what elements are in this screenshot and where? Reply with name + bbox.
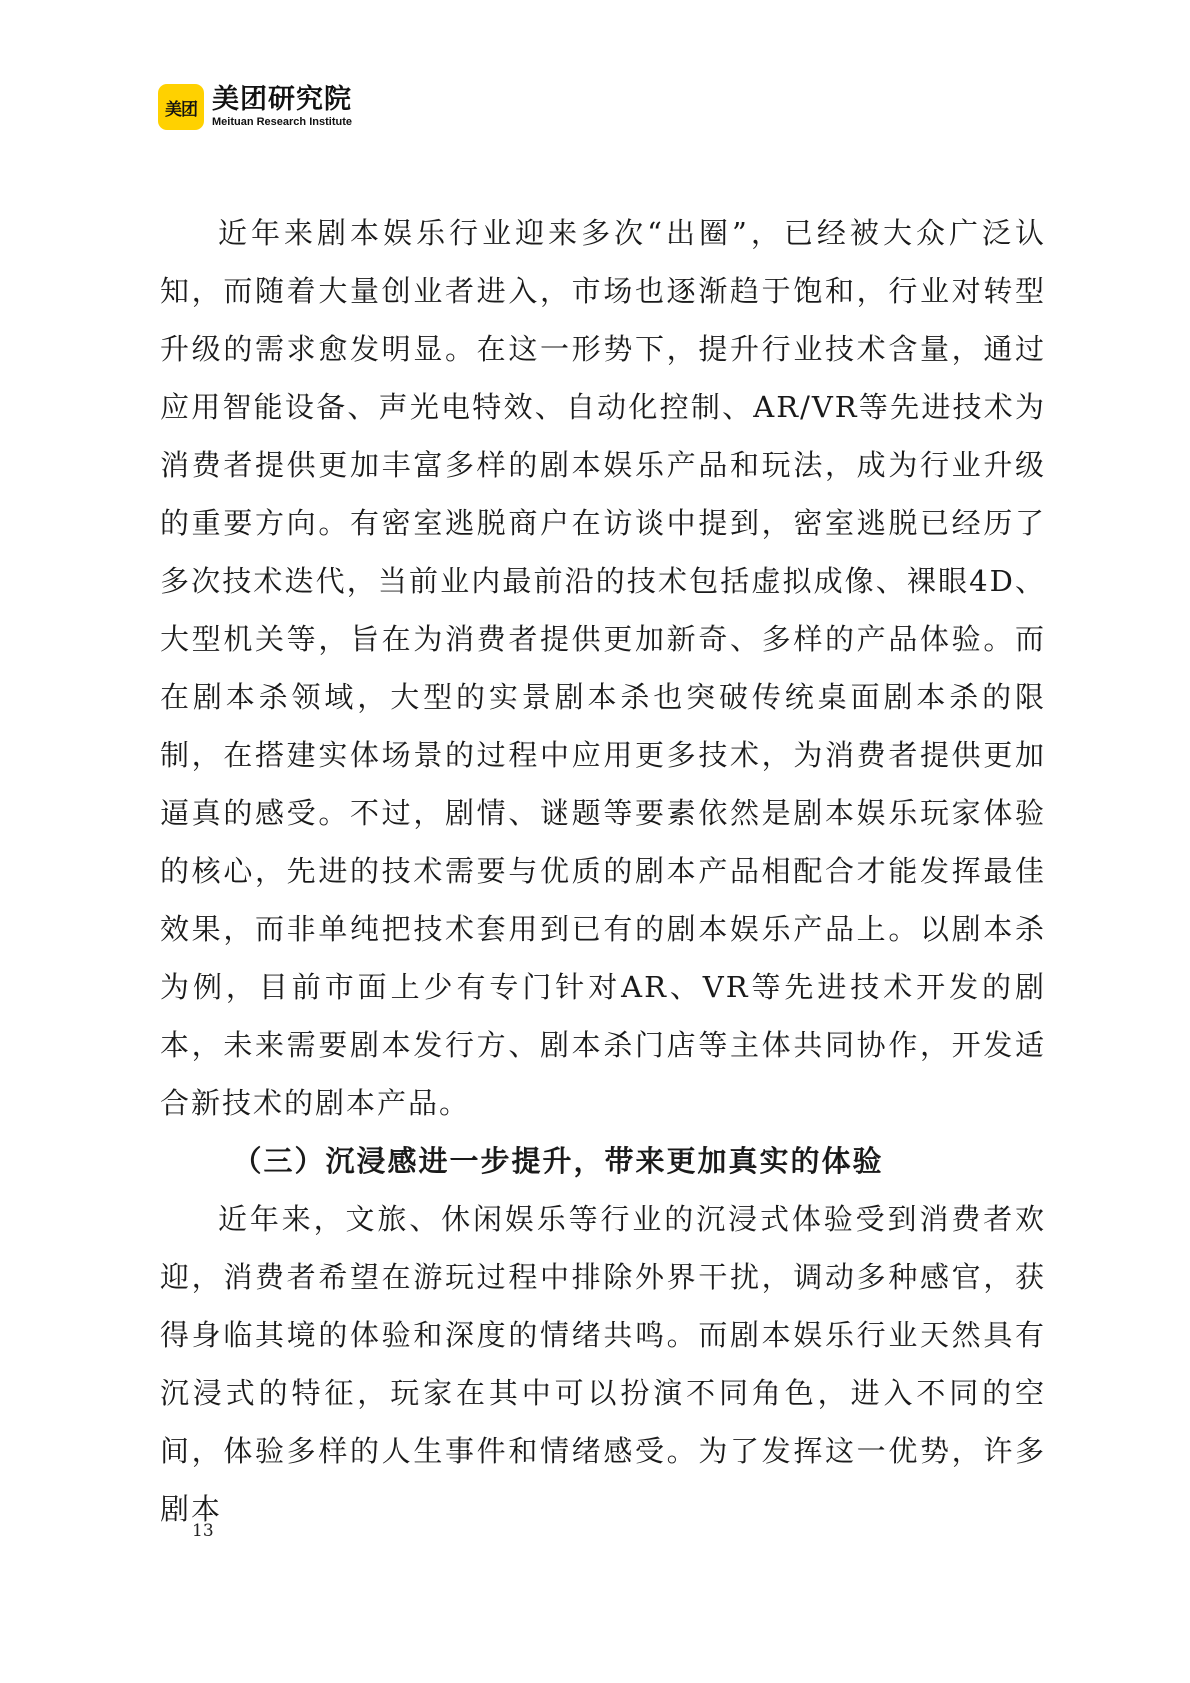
section-heading: （三）沉浸感进一步提升，带来更加真实的体验 [232, 1144, 884, 1178]
page-number: 13 [192, 1521, 214, 1541]
header [158, 84, 352, 130]
logo-text [212, 85, 352, 129]
org-name-cn: 美团研究院 [212, 84, 352, 115]
meituan-logo-icon: 美团 [158, 84, 204, 130]
paragraph: 近年来，文旅、休闲娱乐等行业的沉浸式体验受到消费者欢迎，消费者希望在游玩过程中排除外界干扰，调动多种感官，获得身临其境的体验和深度的情绪共鸣。而剧本娱乐行业天然具有沉浸式的特征，玩家在其中可以扮演不同角色，进入不同的空间，体验多样的人生事件和情绪感受。为了发挥这一优势，许多剧本 [160, 1202, 1046, 1526]
document-body [160, 204, 1046, 1538]
paragraph: 近年来剧本娱乐行业迎来多次“出圈”，已经被大众广泛认知，而随着大量创业者进入，市场也逐渐趋于饱和，行业对转型升级的需求愈发明显。在这一形势下，提升行业技术含量，通过应用智能设备、声光电特效、自动化控制、AR/VR等先进技术为消费者提供更加丰富多样的剧本娱乐产品和玩法，成为行业升级的重要方向。有密室逃脱商户在访谈中提到，密室逃脱已经历了多次技术迭代，当前业内最前沿的技术包括虚拟成像、裸眼4D、大型机关等，旨在为消费者提供更加新奇、多样的产品体验。而在剧本杀领域，大型的实景剧本杀也突破传统桌面剧本杀的限制，在搭建实体场景的过程中应用更多技术，为消费者提供更加逼真的感受。不过，剧情、谜题等要素依然是剧本娱乐玩家体验的核心，先进的技术需要与优质的剧本产品相配合才能发挥最佳效果，而非单纯把技术套用到已有的剧本娱乐产品上。以剧本杀为例，目前市面上少有专门针对AR、VR等先进技术开发的剧本，未来需要剧本发行方、剧本杀门店等主体共同协作，开发适合新技术的剧本产品。 [160, 216, 1046, 1120]
org-name-en: Meituan Research Institute [212, 116, 352, 128]
